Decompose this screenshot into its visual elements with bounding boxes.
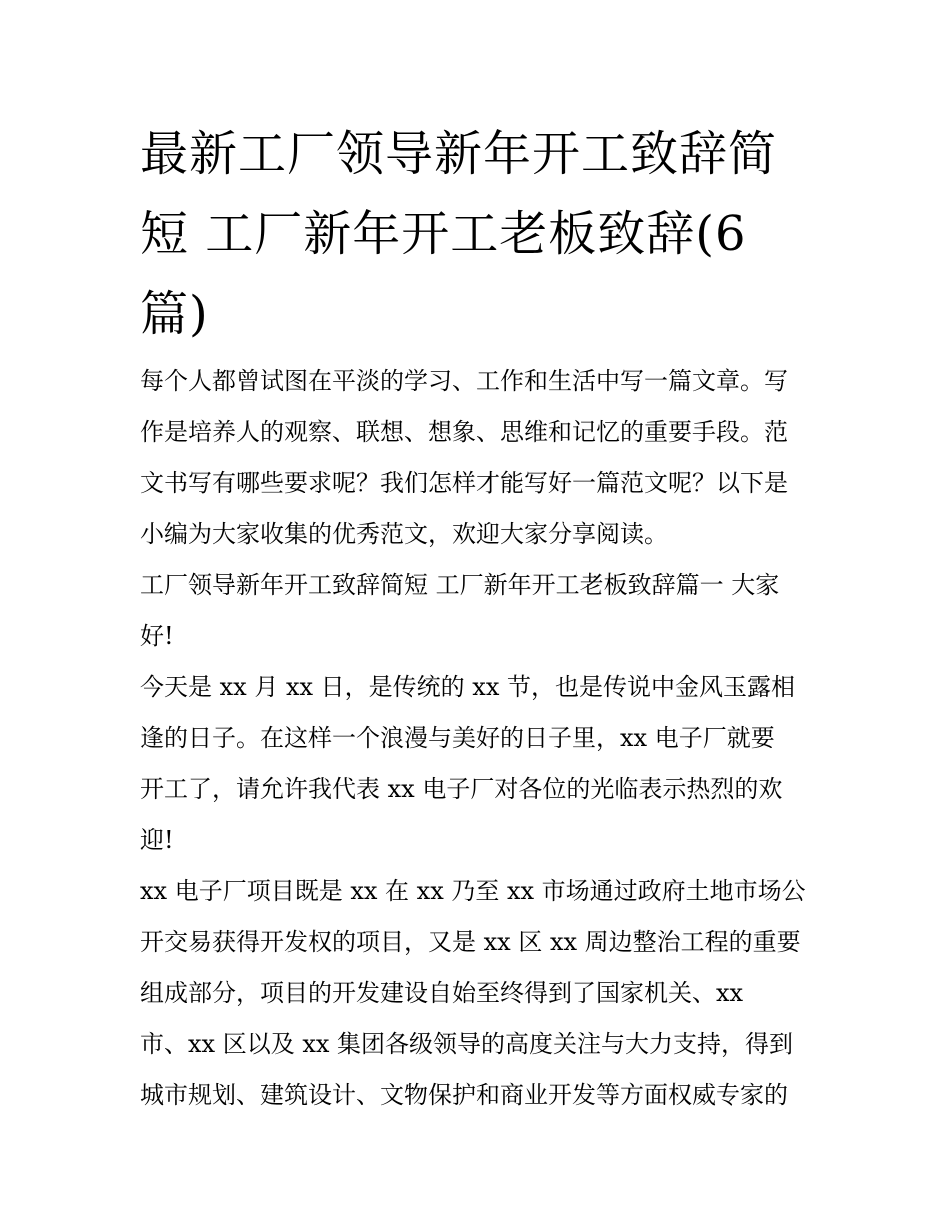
body-line: 今天是 xx 月 xx 日，是传统的 xx 节，也是传说中金风玉露相 [140, 673, 795, 701]
body-line: 城市规划、建筑设计、文物保护和商业开发等方面权威专家的 [140, 1081, 788, 1109]
body-line: xx 电子厂项目既是 xx 在 xx 乃至 xx 市场通过政府土地市场公 [140, 877, 806, 905]
body-line: 市、xx 区以及 xx 集团各级领导的高度关注与大力支持，得到 [140, 1030, 794, 1058]
document-title: 最新工厂领导新年开工致辞简短 工厂新年开工老板致辞(6篇) [140, 126, 778, 342]
body-line: 开工了，请允许我代表 xx 电子厂对各位的光临表示热烈的欢 [140, 775, 783, 803]
body-line: 小编为大家收集的优秀范文，欢迎大家分享阅读。 [140, 520, 668, 548]
greeting-line: 好! [140, 622, 174, 650]
section-heading-line: 工厂领导新年开工致辞简短 工厂新年开工老板致辞篇一 大家 [140, 571, 780, 599]
document-body [140, 356, 830, 1121]
body-line: 每个人都曾试图在平淡的学习、工作和生活中写一篇文章。写 [140, 367, 788, 395]
body-line: 迎! [140, 826, 174, 854]
body-line: 作是培养人的观察、联想、想象、思维和记忆的重要手段。范 [140, 418, 788, 446]
body-line: 开交易获得开发权的项目，又是 xx 区 xx 周边整治工程的重要 [140, 928, 801, 956]
body-line: 逢的日子。在这样一个浪漫与美好的日子里，xx 电子厂就要 [140, 724, 775, 752]
body-line: 文书写有哪些要求呢？我们怎样才能写好一篇范文呢？以下是 [140, 469, 788, 497]
body-line: 组成部分，项目的开发建设自始至终得到了国家机关、xx [140, 979, 744, 1007]
